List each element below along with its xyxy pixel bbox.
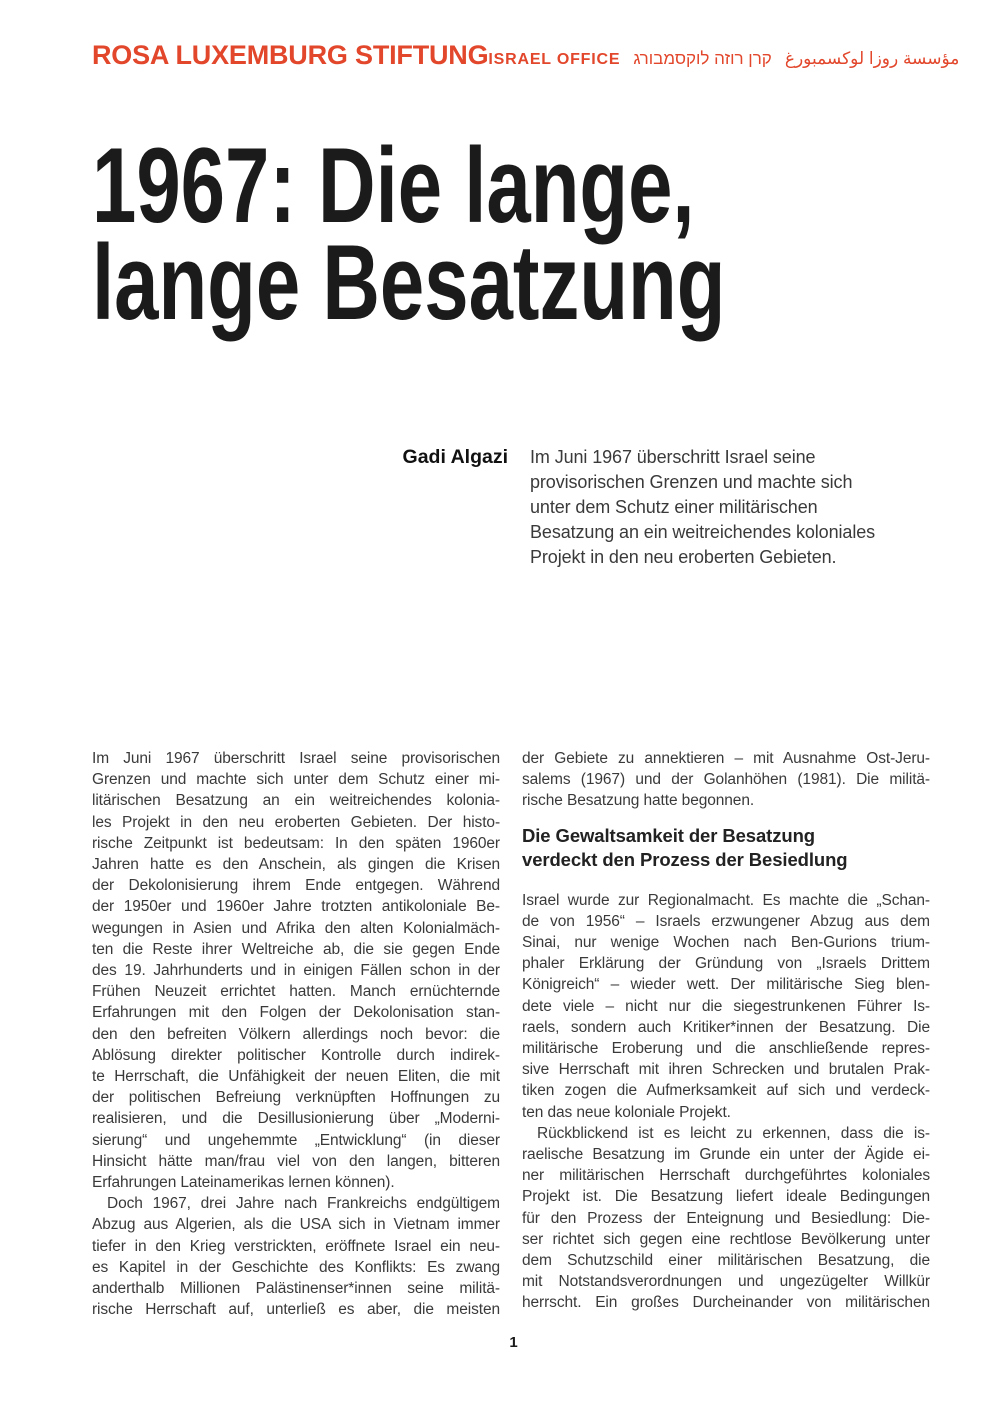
- text-line: der 1950er und 1960er Jahre trotzten antikoloniale Be-: [92, 898, 500, 916]
- text-line: ser richtet sich gegen eine rechtlose Bevölkerung unter: [522, 1230, 930, 1248]
- text-line: des 19. Jahrhunderts und in einigen Fällen schon in der: [92, 962, 500, 980]
- heading-line-2: verdeckt den Prozess der Besiedlung: [522, 848, 848, 870]
- text-line: de von 1956“ – Israels erzwungener Abzug aus dem: [522, 912, 930, 930]
- lead-line: Projekt in den neu eroberten Gebieten.: [530, 547, 837, 567]
- text-line: Grenzen und machte sich unter dem Schutz einer mi-: [92, 771, 500, 789]
- org-wordmark: ROSA LUXEMBURG STIFTUNG: [92, 40, 489, 70]
- text-line: Erfahrungen mit den Folgen der Dekolonisation stan-: [92, 1004, 500, 1022]
- lead-paragraph: [530, 445, 902, 570]
- text-line: realisieren, und die Desillusionierung über „Moderni-: [92, 1110, 500, 1128]
- text-line: Doch 1967, drei Jahre nach Frankreichs endgültigem: [107, 1195, 500, 1213]
- text-line: Frühen Neuzeit errichtet hatten. Manch ernüchternde: [92, 983, 500, 1001]
- text-line: Jahren hatte es den Anschein, als gingen die Krisen: [92, 856, 500, 874]
- text-line: herrscht. Ein großes Durcheinander von militärischen: [522, 1294, 930, 1312]
- masthead: [92, 40, 960, 71]
- right-column: [522, 748, 930, 1320]
- text-line: Sinai, nur wenige Wochen nach Ben-Gurions trium-: [522, 934, 930, 952]
- section-heading: [522, 824, 930, 872]
- text-line: Projekt ist. Die Besatzung liefert ideale Bedingungen: [522, 1188, 930, 1206]
- text-line: sierung“ und ungehemmte „Entwicklung“ (in dieser: [92, 1131, 500, 1149]
- text-line: mit Notstandsverordnungen und ungezügelter Willkür: [522, 1273, 930, 1291]
- text-line: Ablösung direkter politischer Kontrolle durch indirek-: [92, 1046, 500, 1064]
- text-line: litärischen Besatzung an ein weitreichendes kolonia-: [92, 792, 500, 810]
- text-line: Abzug aus Algerien, als die USA sich in Vietnam immer: [92, 1216, 500, 1234]
- left-column: [92, 748, 500, 1320]
- text-line: phaler Erklärung der Gründung von „Israels Drittem: [522, 955, 930, 973]
- body-columns: [92, 748, 930, 1320]
- text-line: salems (1967) und der Golanhöhen (1981). Die militä-: [522, 771, 930, 789]
- text-line: rische Zeitpunkt ist bedeutsam: In den späten 1960er: [92, 834, 500, 852]
- text-line: Erfahrungen Lateinamerikas lernen können).: [92, 1174, 395, 1192]
- text-line: dem Schutzschild einer militärischen Besatzung, die: [522, 1252, 930, 1270]
- text-line: Rückblickend ist es leicht zu erkennen, dass die is-: [537, 1124, 930, 1142]
- text-line: für den Prozess der Enteignung und Besiedlung: Die-: [522, 1209, 930, 1227]
- text-line: sive Herrschaft mit ihren Schrecken und brutalen Prak-: [522, 1061, 930, 1079]
- text-line: tiefer in den Krieg verstrickten, eröffnete Israel ein neu-: [92, 1237, 500, 1255]
- office-name-arabic: مؤسسة روزا لوكسمبورغ: [784, 49, 960, 68]
- text-line: rische Herrschaft auf, unterließ es aber, die meisten: [92, 1301, 500, 1319]
- text-line: Königreich“ – wieder wett. Der militärische Sieg blen-: [522, 976, 930, 994]
- text-line: wegungen in Asien und Afrika den alten Kolonialmäch-: [92, 919, 500, 937]
- text-line: te Herrschaft, die Unfähigkeit der neuen Eliten, die mit: [92, 1068, 500, 1086]
- text-line: den den befreiten Völkern allerdings noch bevor: die: [92, 1025, 500, 1043]
- text-line: ner militärischen Herrschaft durchgeführtes koloniales: [522, 1167, 930, 1185]
- lead-line: provisorischen Grenzen und machte sich: [530, 472, 853, 492]
- text-line: raels, sondern auch Kritiker*innen der Besatzung. Die: [522, 1018, 930, 1036]
- lead-line: Im Juni 1967 überschritt Israel seine: [530, 447, 816, 467]
- article-title: [92, 125, 726, 342]
- lead-line: Besatzung an ein weitreichendes koloniales: [530, 522, 876, 542]
- text-line: Hinsicht hätte man/frau viel von den langen, bitteren: [92, 1152, 500, 1170]
- text-line: les Projekt in den neu eroberten Gebieten. Der histo-: [92, 813, 500, 831]
- standfirst: [92, 445, 902, 570]
- text-line: der politischen Befreiung verknüpften Hoffnungen zu: [92, 1089, 500, 1107]
- text-line: es Kapitel in der Geschichte des Konflikts: Es zwang: [92, 1258, 500, 1276]
- text-line: ten das neue koloniale Projekt.: [522, 1103, 731, 1121]
- text-line: raelische Besatzung im Grunde ein unter der Ägide ei-: [522, 1146, 930, 1164]
- text-line: ten die Reste ihrer Weltreiche ab, die sie gegen Ende: [92, 940, 500, 958]
- title-line-1: 1967: Die lange,: [92, 125, 695, 245]
- text-line: Israel wurde zur Regionalmacht. Es machte die „Schan-: [522, 891, 930, 909]
- office-label-en: ISRAEL OFFICE: [488, 51, 621, 68]
- author-name: Gadi Algazi: [402, 446, 508, 468]
- page-number: 1: [509, 1334, 518, 1351]
- text-line: rische Besatzung hatte begonnen.: [522, 792, 755, 810]
- text-line: der Gebiete zu annektieren – mit Ausnahme Ost-Jeru-: [522, 750, 930, 767]
- text-line: dete viele – nicht nur die siegestrunkenen Führer Is-: [522, 997, 930, 1015]
- text-line: militärische Eroberung und die anschließende repres-: [522, 1040, 930, 1058]
- lead-line: unter dem Schutz einer militärischen: [530, 497, 818, 517]
- heading-line-1: Die Gewaltsamkeit der Besatzung: [522, 824, 815, 846]
- text-line: anderthalb Millionen Palästinenser*innen seine militä-: [92, 1280, 500, 1298]
- text-line: Im Juni 1967 überschritt Israel seine provisorischen: [92, 750, 500, 767]
- text-line: der Dekolonisierung ihrem Ende entgegen. Während: [92, 877, 500, 895]
- text-line: tiken zogen die Aufmerksamkeit auf sich und verdeck-: [522, 1082, 930, 1100]
- title-line-2: lange Besatzung: [92, 222, 726, 342]
- office-titles: [488, 49, 959, 69]
- office-name-hebrew: קרן רוזה לוקסמבורג: [633, 49, 772, 68]
